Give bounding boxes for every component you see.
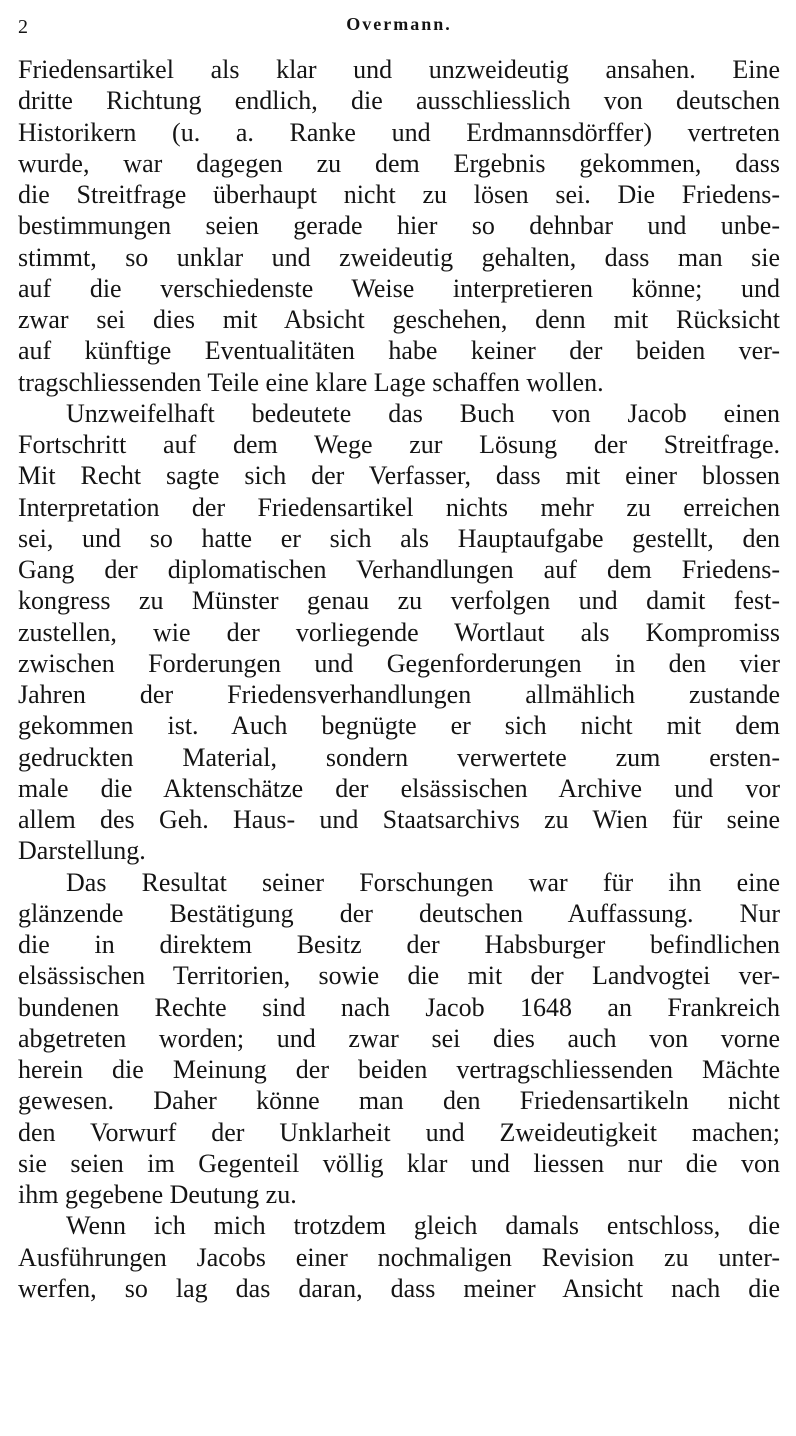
text-line: Gang der diplomatischen Verhandlungen auf dem Friedens- [18, 555, 780, 584]
text-line: die Streitfrage überhaupt nicht zu lösen sei. Die Friedens- [18, 180, 780, 209]
text-line: Historikern (u. a. Ranke und Erdmannsdörffer) vertreten [18, 117, 780, 147]
text-line: Darstellung. [18, 836, 146, 866]
text-line: gedruckten Material, sondern verwertete zum ersten- [18, 742, 780, 772]
text-line: gekommen ist. Auch begnügte er sich nicht mit dem [18, 711, 780, 741]
text-line: allem des Geh. Haus- und Staatsarchivs zu Wien für seine [18, 805, 780, 834]
text-line: auf künftige Eventualitäten habe keiner der beiden ver- [18, 336, 780, 366]
text-line: auf die verschiedenste Weise interpretieren könne; und [18, 273, 780, 303]
paragraph [18, 398, 780, 867]
paragraph [18, 1210, 780, 1304]
book-page [18, 10, 780, 1304]
text-line: zwischen Forderungen und Gegenforderungen in den vier [18, 648, 780, 678]
text-line: male die Aktenschätze der elsässischen Archive und vor [18, 773, 780, 803]
paragraph [18, 54, 780, 398]
text-line: Wenn ich mich trotzdem gleich damals entschloss, die [66, 1211, 780, 1241]
text-line: Unzweifelhaft bedeutete das Buch von Jacob einen [66, 398, 780, 428]
text-line: Fortschritt auf dem Wege zur Lösung der Streitfrage. [18, 430, 780, 459]
text-line: abgetreten worden; und zwar sei dies auch von vorne [18, 1023, 780, 1053]
text-line: zwar sei dies mit Absicht geschehen, denn mit Rücksicht [18, 305, 780, 334]
text-line: die in direktem Besitz der Habsburger befindlichen [18, 930, 780, 959]
text-line: stimmt, so unklar und zweideutig gehalten, dass man sie [18, 242, 780, 272]
text-line: zustellen, wie der vorliegende Wortlaut als Kompromiss [18, 617, 780, 647]
text-line: glänzende Bestätigung der deutschen Auffassung. Nur [18, 898, 780, 928]
text-line: den Vorwurf der Unklarheit und Zweideutigkeit machen; [18, 1117, 780, 1147]
text-line: Mit Recht sagte sich der Verfasser, dass mit einer blossen [18, 461, 780, 491]
body-text [18, 54, 780, 1304]
text-line: ihm gegebene Deutung zu. [18, 1180, 297, 1209]
text-line: bundenen Rechte sind nach Jacob 1648 an Frankreich [18, 992, 780, 1022]
text-line: Jahren der Friedensverhandlungen allmählich zustande [18, 680, 780, 709]
page-header [18, 10, 780, 54]
text-line: dritte Richtung endlich, die ausschliesslich von deutschen [18, 86, 780, 116]
text-line: Das Resultat seiner Forschungen war für ihn eine [66, 867, 780, 897]
page-number: 2 [18, 16, 28, 38]
text-line: elsässischen Territorien, sowie die mit der Landvogtei ver- [18, 961, 780, 991]
running-head: Overmann. [346, 14, 452, 34]
text-line: herein die Meinung der beiden vertragschliessenden Mächte [18, 1055, 780, 1084]
text-line: tragschliessenden Teile eine klare Lage schaffen wollen. [18, 367, 604, 397]
text-line: werfen, so lag das daran, dass meiner Ansicht nach die [18, 1273, 780, 1303]
text-line: Friedensartikel als klar und unzweideutig ansahen. Eine [18, 55, 780, 84]
paragraph [18, 867, 780, 1211]
text-line: Ausführungen Jacobs einer nochmaligen Revision zu unter- [18, 1242, 780, 1272]
text-line: wurde, war dagegen zu dem Ergebnis gekommen, dass [18, 148, 780, 178]
text-line: sie seien im Gegenteil völlig klar und liessen nur die von [18, 1148, 780, 1178]
text-line: sei, und so hatte er sich als Hauptaufgabe gestellt, den [18, 523, 780, 553]
text-line: kongress zu Münster genau zu verfolgen und damit fest- [18, 586, 780, 616]
text-line: Interpretation der Friedensartikel nichts mehr zu erreichen [18, 492, 780, 522]
text-line: gewesen. Daher könne man den Friedensartikeln nicht [18, 1086, 780, 1116]
text-line: bestimmungen seien gerade hier so dehnbar und unbe- [18, 211, 780, 241]
